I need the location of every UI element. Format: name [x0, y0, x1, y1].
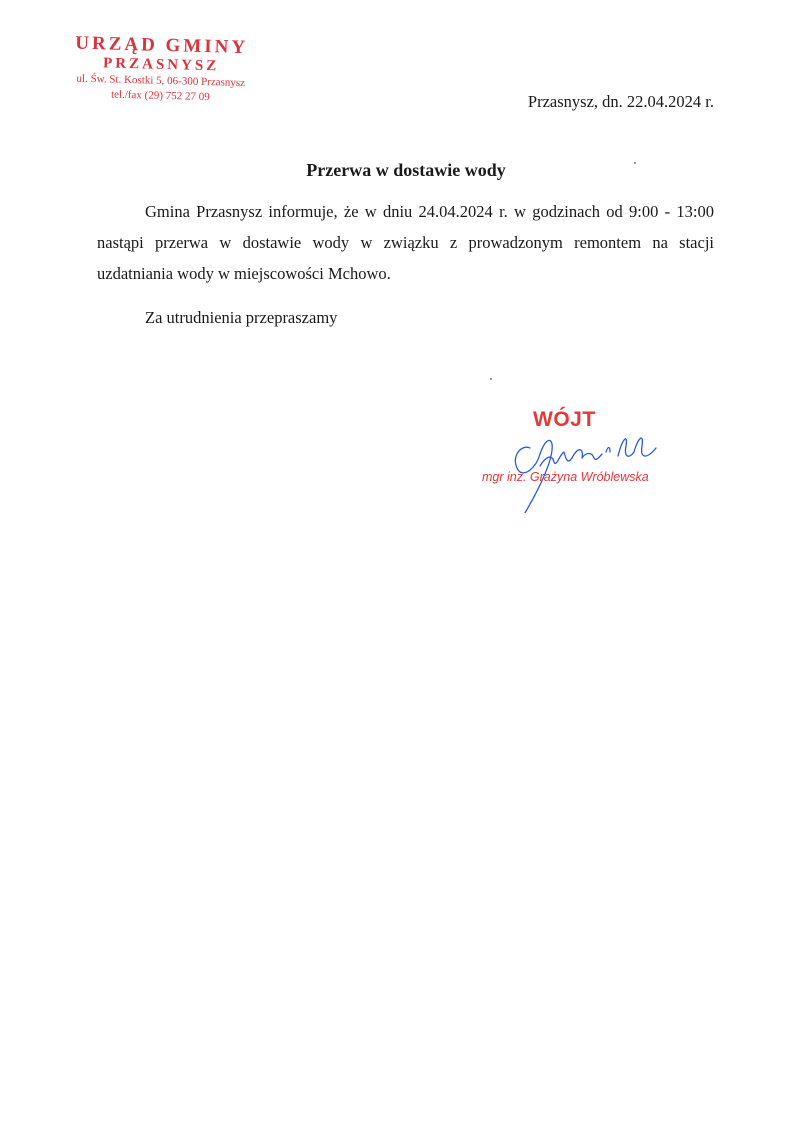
stamp-address: ul. Św. St. Kostki 5, 06-300 Przasnysz: [76, 72, 246, 90]
signatory-title-stamp: WÓJT: [533, 408, 596, 431]
stamp-phone: tel./fax (29) 752 27 09: [110, 88, 210, 104]
handwritten-signature: [500, 418, 670, 513]
office-stamp: [50, 32, 272, 107]
stamp-town: PRZASNYSZ: [102, 55, 220, 75]
signature-block: [470, 400, 690, 515]
signatory-name-stamp: mgr inż. Grażyna Wróblewska: [482, 470, 649, 484]
stamp-office-name: URZĄD GMINY: [75, 32, 249, 59]
speck-mark: [634, 162, 636, 164]
notice-body: Gmina Przasnysz informuje, że w dniu 24.04.2024 r. w godzinach od 9:00 - 13:00 nastąpi przerwa w dostawie wody w związku z prowadzonym remontem na stacji uzdatniania wody w miejscowości Mchowo.: [97, 202, 714, 283]
place-and-date: Przasnysz, dn. 22.04.2024 r.: [527, 92, 714, 111]
notice-closing: Za utrudnienia przepraszamy: [145, 308, 338, 327]
speck-mark: [490, 378, 492, 380]
notice-title: Przerwa w dostawie wody: [306, 160, 506, 180]
